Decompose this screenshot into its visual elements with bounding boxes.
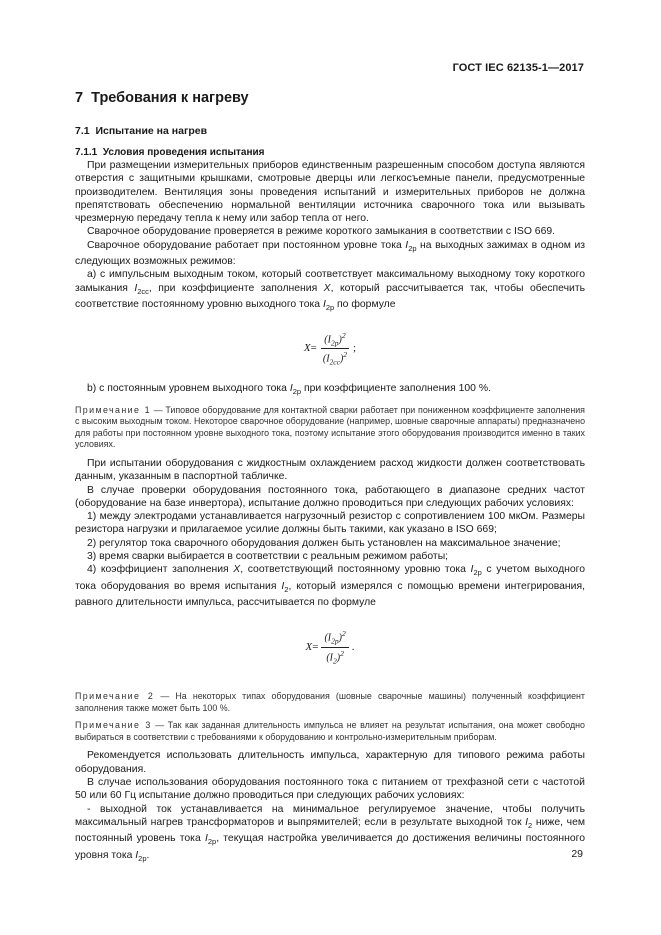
paragraph-modes: Сварочное оборудование работает при постоянном уровне тока $I_{2p}$ на выходных зажимах в одном из следующих возможных режимов: bbox=[75, 239, 586, 268]
paragraph-access: При размещении измерительных приборов единственным разрешенным способом доступа являются отверстия с защитными крышками, смотровые дверцы или легкосъемные панели, предусмотренные производителем. Вентиляция зоны проведения испытаний и измерительных приборов не должна препятствовать обеспечению нормальной вентиляции источника сварочного тока или вызывать чрезмерную передачу тепла к нему или забор тепла от него. bbox=[75, 160, 585, 225]
paragraph-three-phase: В случае использования оборудования постоянного тока с питанием от трехфазной сети с частотой 50 или 60 Гц испытание должно проводиться при следующих рабочих условиях: bbox=[75, 776, 585, 802]
subsubsection-heading bbox=[75, 147, 585, 158]
list-item-2: 2) регулятор тока сварочного оборудования должен быть установлен на максимальное значение; bbox=[87, 537, 561, 549]
standard-header: ГОСТ IEC 62135-1—2017 bbox=[452, 62, 584, 74]
list-item-1: 1) между электродами устанавливается нагрузочный резистор с сопротивлением 100 мкОм. Размеры резистора нагрузки и прилагаемое усилие должны быть такими, как указано в ISO 669; bbox=[75, 511, 585, 536]
note-1: Примечание 1 — Типовое оборудование для контактной сварки работает при пониженном коэффициенте заполнения с высоким выходным током. Некоторое сварочное оборудование (например, шовные сварочные аппараты) предназначено для работы при постоянном уровне выходного тока, поэтому испытание этого оборудования производится именно в таких условиях. bbox=[75, 404, 585, 450]
paragraph-pulse-duration: Рекомендуется использовать длительность импульса, характерную для типового режима работы оборудования. bbox=[75, 750, 585, 775]
section-title: Требования к нагреву bbox=[91, 90, 249, 106]
page-number: 29 bbox=[571, 848, 583, 860]
formula-1: X = $\frac{(I_{2p})^2}{(I_{2cc})^2}$ ; bbox=[303, 330, 357, 367]
list-item-3: 3) время сварки выбирается в соответствии с реальным режимом работы; bbox=[87, 550, 449, 562]
note-3: Примечание 3 — Так как заданная длительность импульса не влияет на результат испытания, она может свободно выбираться в соответствии с требованиями к оборудованию и контрольно-измерительным приборам. bbox=[75, 720, 585, 742]
subsection-title: Испытание на нагрев bbox=[95, 125, 208, 137]
item-b: b) с постоянным уровнем выходного тока $I_{2p}$ при коэффициенте заполнения 100 %. bbox=[87, 383, 491, 397]
subsection-heading bbox=[75, 125, 585, 137]
section-heading bbox=[75, 90, 585, 106]
subsubsection-number: 7.1.1 bbox=[75, 147, 98, 158]
list-item-dash: - выходной ток устанавливается на минимальное регулируемое значение, чтобы получить максимальный нагрев трансформаторов и выпрямителей; если в результате выходной ток $I_2$ ниже, чем постоянный уровень тока $I_{2p}$, текущая настройка увеличивается до достижения величины постоянного уровня тока $I_{2p}$. bbox=[75, 803, 585, 863]
paragraph-short-circuit: Сварочное оборудование проверяется в режиме короткого замыкания в соответствии с ISO 669. bbox=[87, 226, 556, 238]
paragraph-liquid-cooling: При испытании оборудования с жидкостным охлаждением расход жидкости должен соответствовать данным, указанным в паспортной табличке. bbox=[75, 457, 585, 483]
subsubsection-title: Условия проведения испытания bbox=[102, 147, 265, 158]
note-2: Примечание 2 — На некоторых типах оборудования (шовные сварочные машины) полученный коэффициент заполнения также может быть 100 %. bbox=[75, 690, 585, 713]
item-a: a) с импульсным выходным током, который соответствует максимальному выходному току короткого замыкания $I_{2cc}$, при коэффициенте заполнения X, который рассчитывается так, чтобы обеспечить соответствие постоянному уровню выходного тока $I_{2p}$ по формуле bbox=[75, 269, 585, 313]
section-number: 7 bbox=[75, 90, 84, 106]
subsection-number: 7.1 bbox=[75, 125, 90, 137]
list-item-4: 4) коэффициент заполнения X, соответствующий постоянному уровню тока $I_{2p}$ с учетом выходного тока оборудования во время испытания $I_2$, который измерялся с помощью времени интегрирования, равного длительности импульса, рассчитывается по формуле bbox=[75, 564, 586, 609]
paragraph-dc-test: В случае проверки оборудования постоянного тока, работающего в диапазоне средних частот (оборудование на базе инвертора), испытание должно проводиться при следующих рабочих условиях: bbox=[75, 484, 585, 509]
formula-2: X = $\frac{(I_{2p})^2}{(I_2)^2}$ . bbox=[305, 629, 355, 665]
page-content bbox=[75, 90, 585, 865]
